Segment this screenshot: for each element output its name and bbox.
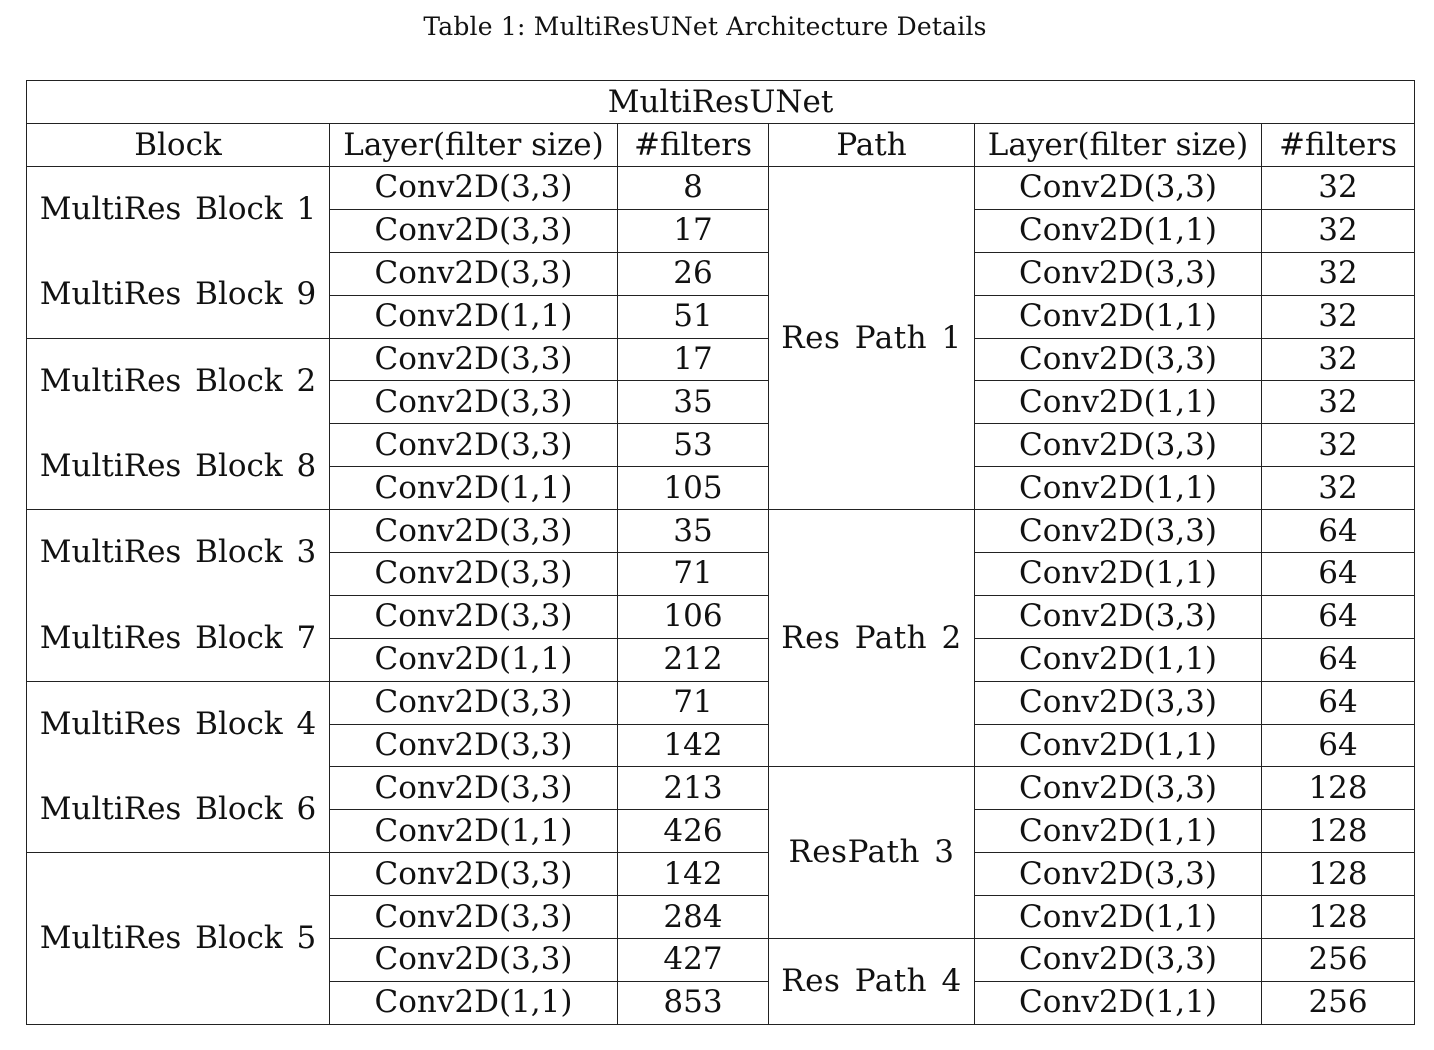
path-layer-cell: Conv2D(1,1) (975, 896, 1262, 939)
path-cell: ResPath 3 (769, 767, 975, 939)
block-cell (27, 338, 330, 510)
layer-cell: Conv2D(3,3) (330, 896, 618, 939)
block-names (27, 167, 329, 338)
header-filters-right: #filters (1262, 124, 1415, 167)
path-filters-cell: 32 (1262, 167, 1415, 210)
path-layer-cell: Conv2D(3,3) (975, 595, 1262, 638)
path-filters-cell: 64 (1262, 681, 1415, 724)
layer-cell: Conv2D(3,3) (330, 767, 618, 810)
block-cell (27, 681, 330, 853)
layer-cell: Conv2D(3,3) (330, 595, 618, 638)
path-filters-cell: 32 (1262, 209, 1415, 252)
filters-cell: 106 (618, 595, 769, 638)
filters-cell: 426 (618, 810, 769, 853)
layer-cell: Conv2D(1,1) (330, 295, 618, 338)
filters-cell: 853 (618, 981, 769, 1024)
path-layer-cell: Conv2D(3,3) (975, 167, 1262, 210)
header-layer-left: Layer(filter size) (330, 124, 618, 167)
path-layer-cell: Conv2D(3,3) (975, 853, 1262, 896)
block-names (27, 853, 329, 1024)
path-layer-cell: Conv2D(1,1) (975, 810, 1262, 853)
path-layer-cell: Conv2D(3,3) (975, 681, 1262, 724)
block-name: MultiRes Block 8 (39, 447, 317, 484)
filters-cell: 213 (618, 767, 769, 810)
path-filters-cell: 64 (1262, 638, 1415, 681)
block-name: MultiRes Block 7 (39, 619, 317, 656)
filters-cell: 51 (618, 295, 769, 338)
path-layer-cell: Conv2D(1,1) (975, 724, 1262, 767)
filters-cell: 8 (618, 167, 769, 210)
layer-cell: Conv2D(3,3) (330, 853, 618, 896)
block-name: MultiRes Block 5 (39, 920, 317, 957)
layer-cell: Conv2D(3,3) (330, 724, 618, 767)
path-filters-cell: 64 (1262, 510, 1415, 553)
path-layer-cell: Conv2D(1,1) (975, 553, 1262, 596)
table-header-row (27, 124, 1415, 167)
path-filters-cell: 256 (1262, 939, 1415, 982)
path-layer-cell: Conv2D(3,3) (975, 767, 1262, 810)
block-names (27, 682, 329, 853)
layer-cell: Conv2D(3,3) (330, 510, 618, 553)
filters-cell: 427 (618, 939, 769, 982)
path-filters-cell: 32 (1262, 338, 1415, 381)
path-layer-cell: Conv2D(3,3) (975, 252, 1262, 295)
filters-cell: 17 (618, 209, 769, 252)
path-layer-cell: Conv2D(1,1) (975, 381, 1262, 424)
architecture-table (26, 80, 1415, 1025)
block-name: MultiRes Block 6 (39, 791, 317, 828)
block-names (27, 339, 329, 510)
path-filters-cell: 256 (1262, 981, 1415, 1024)
path-filters-cell: 128 (1262, 896, 1415, 939)
header-layer-right: Layer(filter size) (975, 124, 1262, 167)
path-cell: Res Path 4 (769, 939, 975, 1025)
filters-cell: 17 (618, 338, 769, 381)
path-filters-cell: 32 (1262, 424, 1415, 467)
path-layer-cell: Conv2D(1,1) (975, 295, 1262, 338)
layer-cell: Conv2D(3,3) (330, 381, 618, 424)
path-filters-cell: 128 (1262, 810, 1415, 853)
layer-cell: Conv2D(3,3) (330, 681, 618, 724)
table-row (27, 338, 1415, 381)
path-cell: Res Path 2 (769, 510, 975, 767)
header-path: Path (769, 124, 975, 167)
path-filters-cell: 32 (1262, 381, 1415, 424)
layer-cell: Conv2D(3,3) (330, 167, 618, 210)
filters-cell: 71 (618, 553, 769, 596)
layer-cell: Conv2D(3,3) (330, 424, 618, 467)
path-filters-cell: 32 (1262, 467, 1415, 510)
block-cell (27, 167, 330, 339)
path-layer-cell: Conv2D(1,1) (975, 467, 1262, 510)
layer-cell: Conv2D(3,3) (330, 553, 618, 596)
block-cell (27, 853, 330, 1025)
table-caption: Table 1: MultiResUNet Architecture Details (423, 12, 987, 41)
layer-cell: Conv2D(1,1) (330, 467, 618, 510)
path-filters-cell: 64 (1262, 553, 1415, 596)
table-row (27, 510, 1415, 553)
filters-cell: 142 (618, 853, 769, 896)
path-layer-cell: Conv2D(1,1) (975, 209, 1262, 252)
filters-cell: 284 (618, 896, 769, 939)
filters-cell: 35 (618, 381, 769, 424)
layer-cell: Conv2D(1,1) (330, 810, 618, 853)
filters-cell: 35 (618, 510, 769, 553)
block-names (27, 510, 329, 681)
path-filters-cell: 128 (1262, 767, 1415, 810)
path-layer-cell: Conv2D(3,3) (975, 939, 1262, 982)
layer-cell: Conv2D(1,1) (330, 981, 618, 1024)
filters-cell: 142 (618, 724, 769, 767)
path-filters-cell: 32 (1262, 295, 1415, 338)
block-name: MultiRes Block 4 (39, 705, 317, 742)
path-filters-cell: 64 (1262, 595, 1415, 638)
path-layer-cell: Conv2D(3,3) (975, 510, 1262, 553)
block-name: MultiRes Block 9 (39, 276, 317, 313)
filters-cell: 71 (618, 681, 769, 724)
path-layer-cell: Conv2D(1,1) (975, 638, 1262, 681)
path-filters-cell: 32 (1262, 252, 1415, 295)
filters-cell: 26 (618, 252, 769, 295)
header-filters-left: #filters (618, 124, 769, 167)
path-layer-cell: Conv2D(3,3) (975, 338, 1262, 381)
path-cell: Res Path 1 (769, 167, 975, 510)
table-row (27, 167, 1415, 210)
layer-cell: Conv2D(3,3) (330, 338, 618, 381)
table-row (27, 853, 1415, 896)
filters-cell: 212 (618, 638, 769, 681)
header-block: Block (27, 124, 330, 167)
block-name: MultiRes Block 2 (39, 362, 317, 399)
layer-cell: Conv2D(1,1) (330, 638, 618, 681)
block-name: MultiRes Block 1 (39, 191, 317, 228)
filters-cell: 105 (618, 467, 769, 510)
table-title-row (27, 81, 1415, 124)
layer-cell: Conv2D(3,3) (330, 252, 618, 295)
table-title: MultiResUNet (27, 81, 1415, 124)
filters-cell: 53 (618, 424, 769, 467)
path-filters-cell: 64 (1262, 724, 1415, 767)
block-name: MultiRes Block 3 (39, 534, 317, 571)
layer-cell: Conv2D(3,3) (330, 939, 618, 982)
table-row (27, 681, 1415, 724)
path-layer-cell: Conv2D(1,1) (975, 981, 1262, 1024)
block-cell (27, 510, 330, 682)
path-layer-cell: Conv2D(3,3) (975, 424, 1262, 467)
path-filters-cell: 128 (1262, 853, 1415, 896)
layer-cell: Conv2D(3,3) (330, 209, 618, 252)
